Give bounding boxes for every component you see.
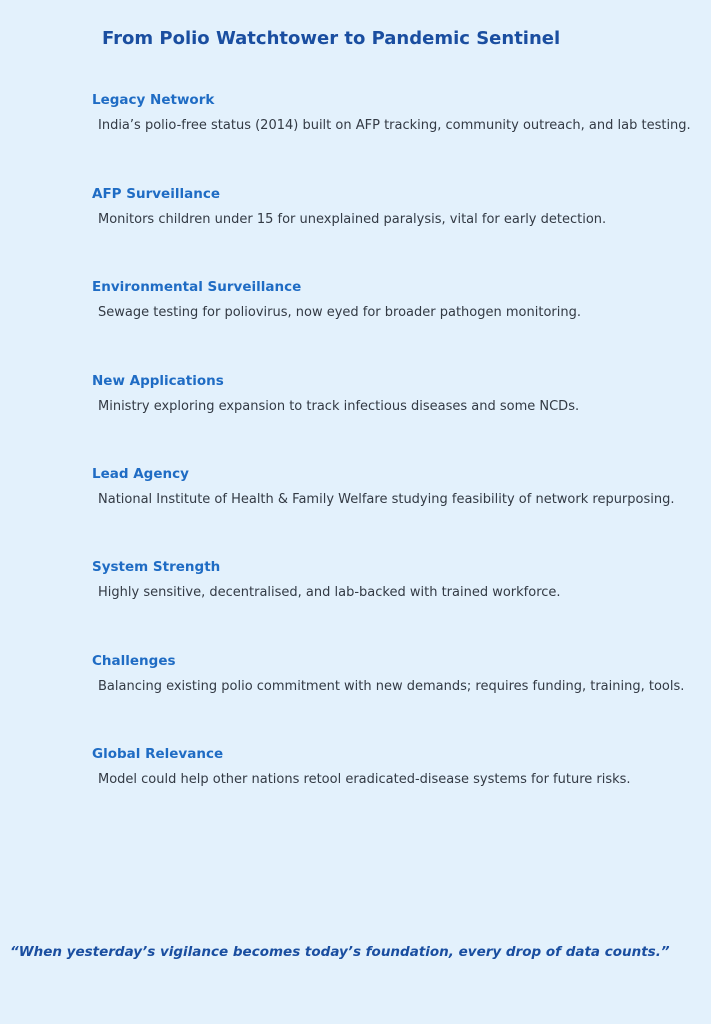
page-title: From Polio Watchtower to Pandemic Sentinel (102, 28, 561, 49)
section-heading: Challenges (92, 653, 176, 669)
section-body: National Institute of Health & Family Welfare studying feasibility of network repurposing. (98, 492, 675, 507)
section-environmental-surveillance (92, 279, 711, 321)
closing-quote: “When yesterday’s vigilance becomes today’s foundation, every drop of data counts.” (10, 944, 670, 960)
section-heading: System Strength (92, 559, 221, 575)
section-body: Monitors children under 15 for unexplained paralysis, vital for early detection. (98, 212, 607, 227)
section-body: Highly sensitive, decentralised, and lab-backed with trained workforce. (98, 585, 561, 600)
section-heading: New Applications (92, 373, 224, 389)
section-body: Balancing existing polio commitment with new demands; requires funding, training, tools. (98, 679, 685, 694)
section-afp-surveillance (92, 186, 711, 228)
section-new-applications (92, 373, 711, 415)
section-challenges (92, 653, 711, 695)
section-legacy-network (92, 92, 711, 134)
section-heading: Lead Agency (92, 466, 189, 482)
section-global-relevance (92, 746, 711, 788)
section-system-strength (92, 559, 711, 601)
section-lead-agency (92, 466, 711, 508)
section-heading: AFP Surveillance (92, 186, 220, 202)
section-body: Ministry exploring expansion to track infectious diseases and some NCDs. (98, 399, 580, 414)
section-heading: Environmental Surveillance (92, 279, 302, 295)
section-heading: Global Relevance (92, 746, 224, 762)
section-body: Model could help other nations retool eradicated-disease systems for future risks. (98, 772, 631, 787)
section-heading: Legacy Network (92, 92, 215, 108)
section-body: Sewage testing for poliovirus, now eyed for broader pathogen monitoring. (98, 305, 581, 320)
section-body: India’s polio-free status (2014) built on AFP tracking, community outreach, and lab testing. (98, 118, 691, 133)
